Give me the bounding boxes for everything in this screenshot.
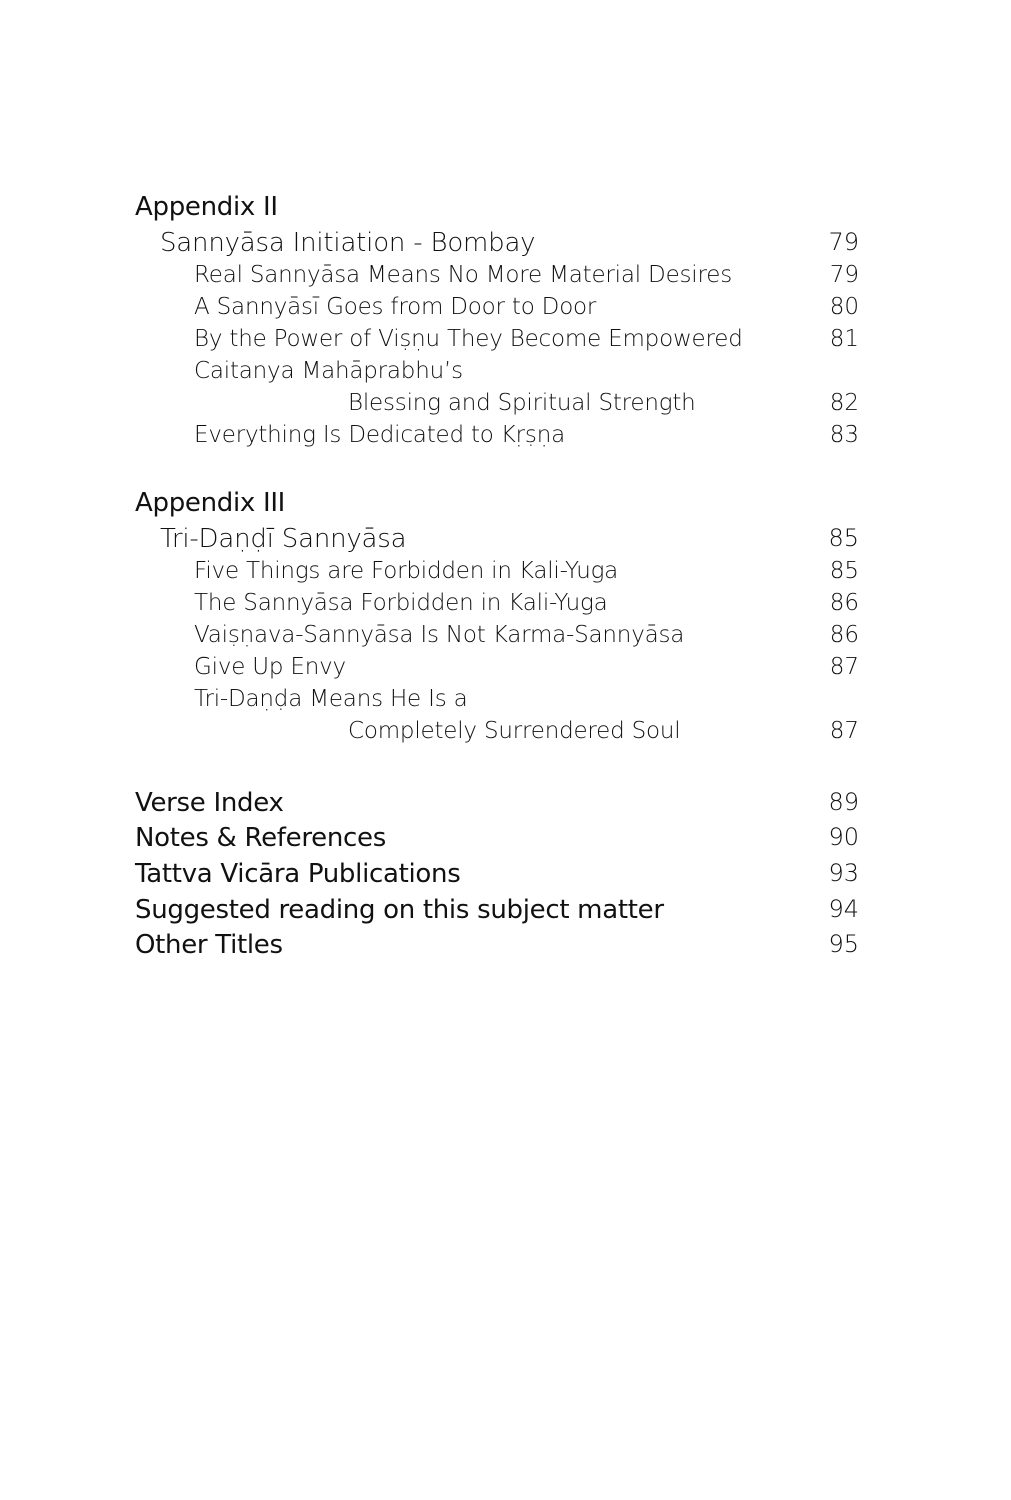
toc-entry-chapter[interactable] xyxy=(0,228,1011,262)
appendix-title: Appendix III xyxy=(135,488,286,518)
toc-entry-section-continued[interactable] xyxy=(0,718,1011,752)
page-number: 93 xyxy=(828,859,859,887)
entry-label: Real Sannyāsa Means No More Material Desires xyxy=(194,262,732,288)
page-number: 89 xyxy=(828,788,859,816)
page-number: 81 xyxy=(829,326,859,352)
toc-entry-section[interactable] xyxy=(0,326,1011,360)
appendix-ii-heading xyxy=(0,192,1011,226)
toc-entry-section[interactable] xyxy=(0,294,1011,328)
toc-entry-section[interactable] xyxy=(0,358,1011,392)
entry-label: By the Power of Viṣṇu They Become Empowered xyxy=(194,326,743,352)
toc-entry-section[interactable] xyxy=(0,422,1011,456)
toc-entry-section[interactable] xyxy=(0,558,1011,592)
toc-entry-publications[interactable] xyxy=(0,859,1011,893)
page-number: 79 xyxy=(829,262,859,288)
entry-label: Five Things are Forbidden in Kali-Yuga xyxy=(194,558,619,584)
page-number: 86 xyxy=(829,590,859,616)
toc-entry-verse-index[interactable] xyxy=(0,788,1011,822)
page-number: 95 xyxy=(828,930,859,958)
entry-label: Verse Index xyxy=(135,788,284,818)
appendix-title: Appendix II xyxy=(135,192,278,222)
page-number: 85 xyxy=(829,558,859,584)
entry-label: A Sannyāsī Goes from Door to Door xyxy=(194,294,597,320)
toc-entry-section[interactable] xyxy=(0,622,1011,656)
page-number: 87 xyxy=(829,718,859,744)
entry-label: Completely Surrendered Soul xyxy=(348,718,681,744)
entry-label: Blessing and Spiritual Strength xyxy=(348,390,696,416)
page-number: 85 xyxy=(828,524,859,552)
entry-label: Caitanya Mahāprabhu’s xyxy=(194,358,463,384)
entry-label: Sannyāsa Initiation - Bombay xyxy=(160,228,536,258)
toc-entry-chapter[interactable] xyxy=(0,524,1011,558)
entry-label: Vaiṣṇava-Sannyāsa Is Not Karma-Sannyāsa xyxy=(194,622,685,648)
page-number: 79 xyxy=(828,228,859,256)
entry-label: Everything Is Dedicated to Kṛṣṇa xyxy=(194,422,565,448)
page-number: 82 xyxy=(829,390,859,416)
page-number: 80 xyxy=(829,294,859,320)
entry-label: Other Titles xyxy=(135,930,283,960)
toc-entry-section-continued[interactable] xyxy=(0,390,1011,424)
entry-label: The Sannyāsa Forbidden in Kali-Yuga xyxy=(194,590,608,616)
entry-label: Suggested reading on this subject matter xyxy=(135,895,664,925)
toc-entry-section[interactable] xyxy=(0,686,1011,720)
appendix-iii-heading xyxy=(0,488,1011,522)
toc-entry-section[interactable] xyxy=(0,590,1011,624)
entry-label: Tri-Daṇḍī Sannyāsa xyxy=(160,524,407,554)
toc-entry-section[interactable] xyxy=(0,262,1011,296)
entry-label: Tattva Vicāra Publications xyxy=(135,859,461,889)
page-number: 94 xyxy=(828,895,859,923)
toc-entry-section[interactable] xyxy=(0,654,1011,688)
page-number: 87 xyxy=(829,654,859,680)
page-number: 83 xyxy=(829,422,859,448)
entry-label: Notes & References xyxy=(135,823,386,853)
page-number: 90 xyxy=(828,823,859,851)
toc-entry-notes-references[interactable] xyxy=(0,823,1011,857)
entry-label: Give Up Envy xyxy=(194,654,346,680)
toc-entry-suggested-reading[interactable] xyxy=(0,895,1011,929)
toc-entry-other-titles[interactable] xyxy=(0,930,1011,964)
page-number: 86 xyxy=(829,622,859,648)
entry-label: Tri-Daṇḍa Means He Is a xyxy=(194,686,468,712)
